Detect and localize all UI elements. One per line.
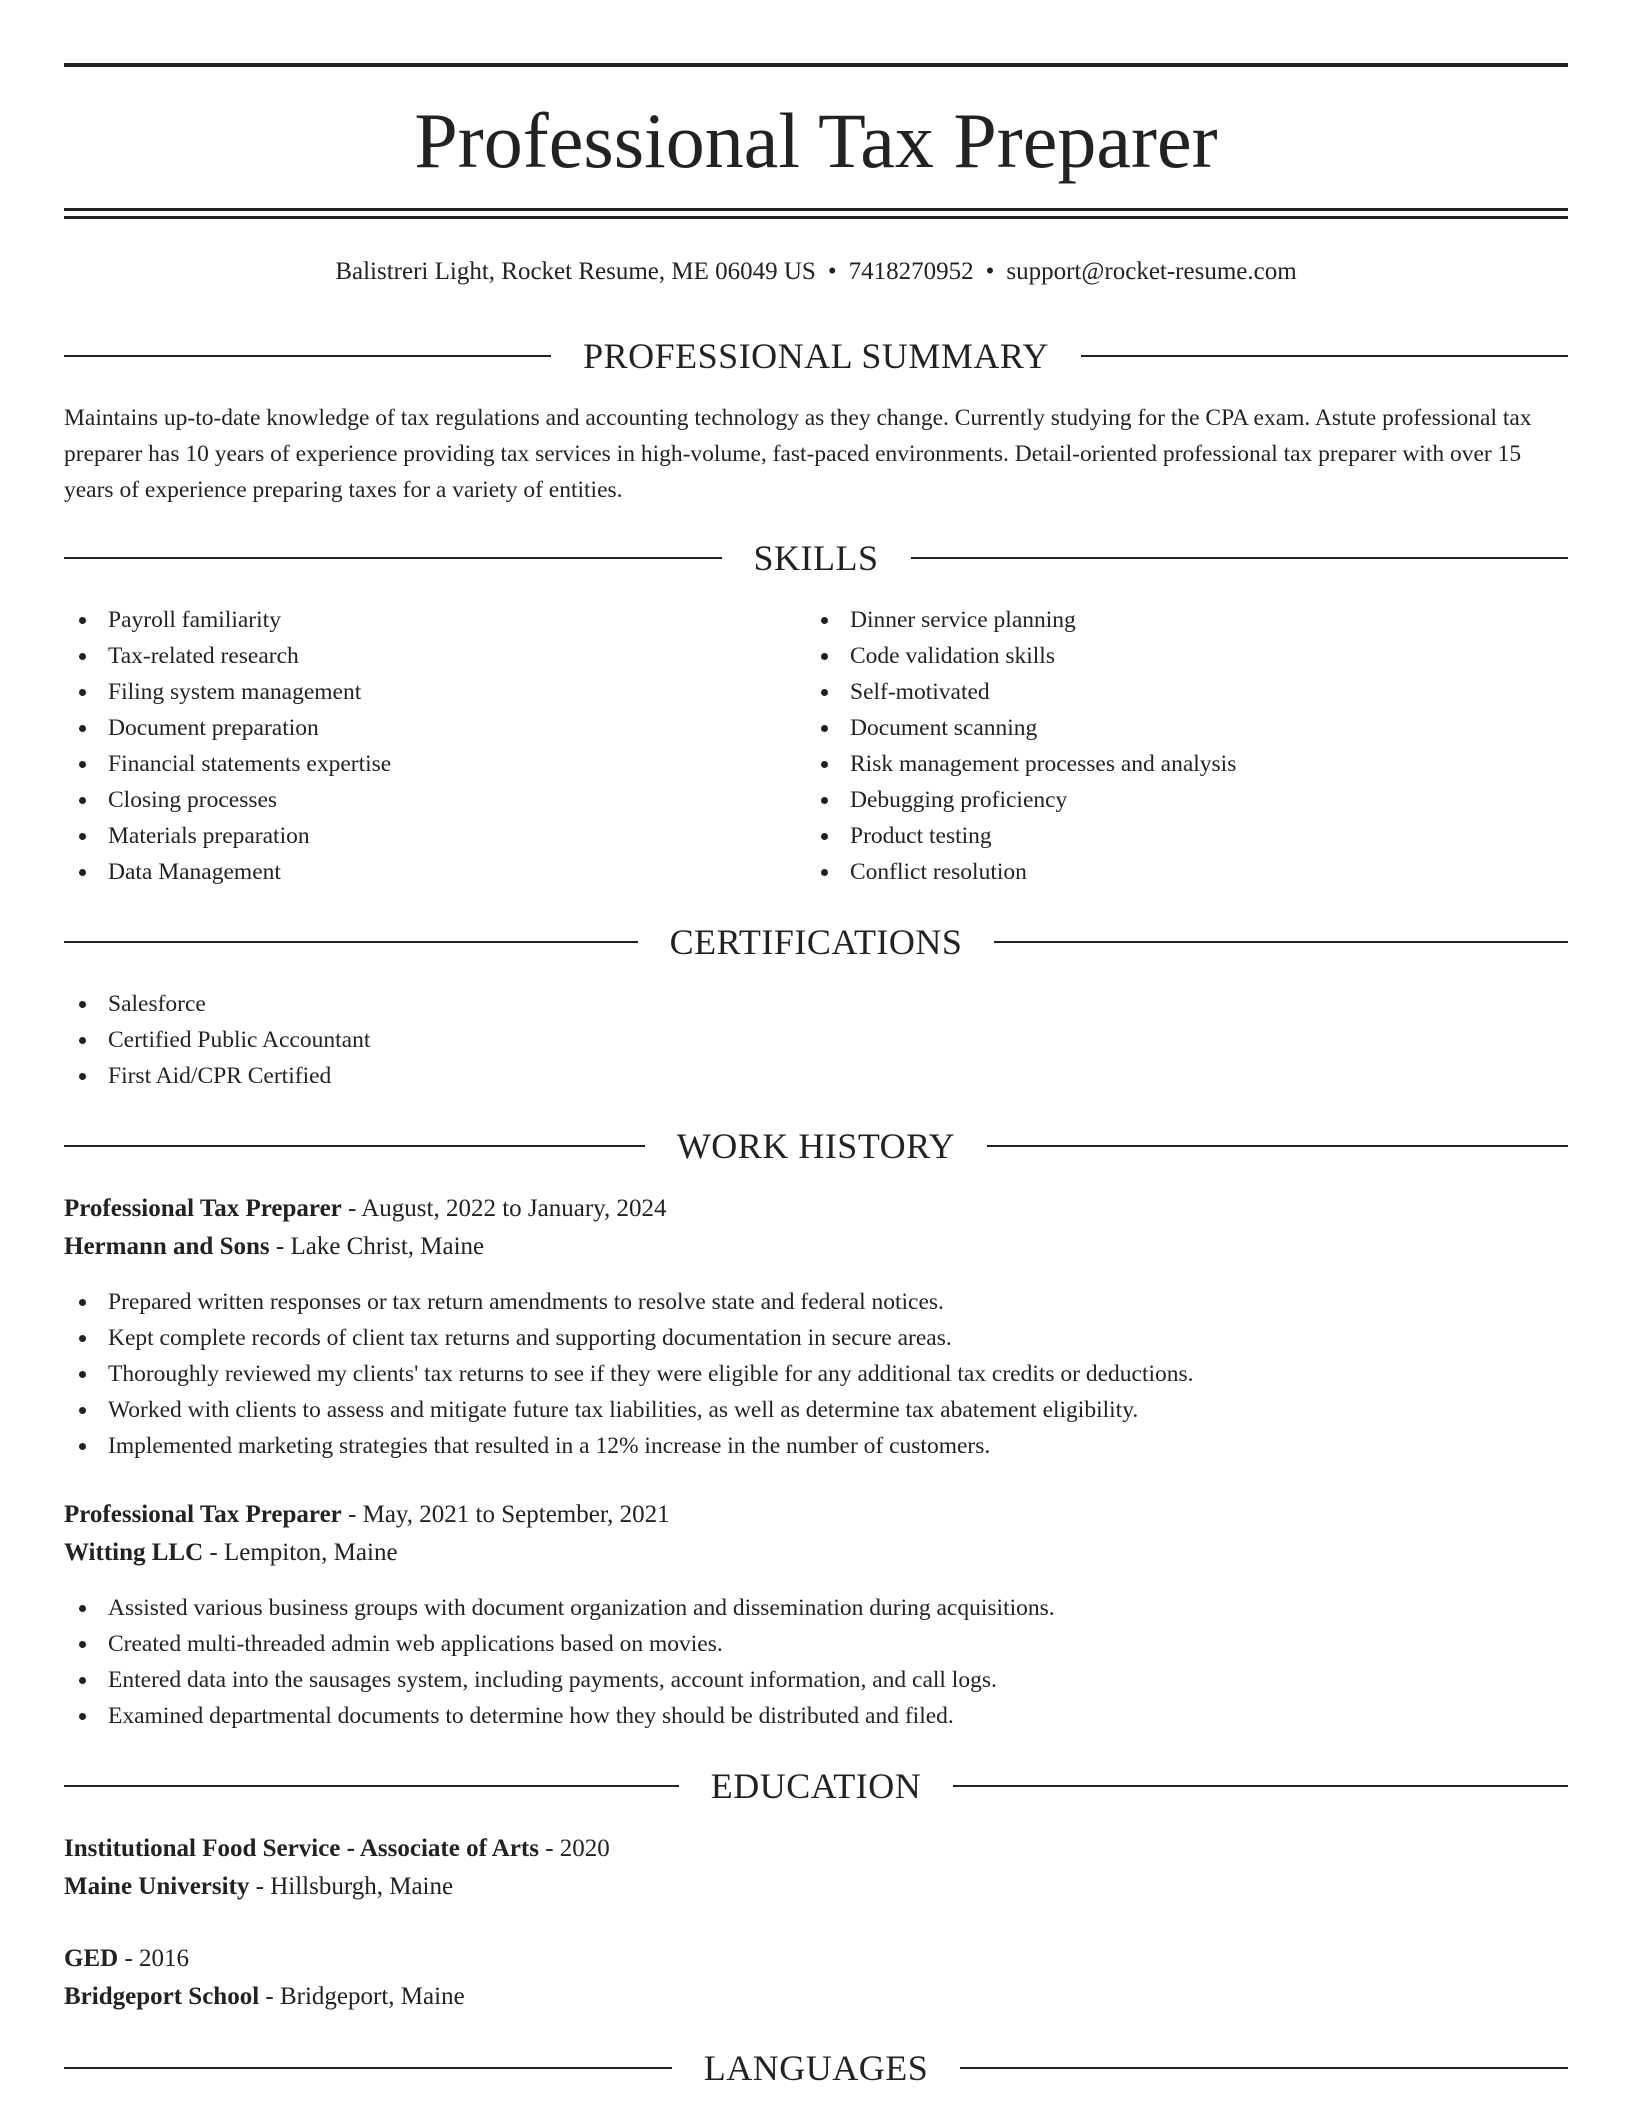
skills-list-right	[806, 602, 1546, 890]
contact-line	[64, 255, 1568, 289]
job-bullet: Prepared written responses or tax return amendments to resolve state and federal notices.	[64, 1284, 1568, 1320]
skill-item: Tax-related research	[64, 638, 804, 674]
section-header-certifications	[64, 920, 1568, 964]
skill-item: Product testing	[806, 818, 1546, 854]
skill-item: Conflict resolution	[806, 854, 1546, 890]
top-rule	[64, 63, 1568, 67]
skills-list-left	[64, 602, 804, 890]
certification-item: First Aid/CPR Certified	[64, 1058, 1568, 1094]
section-rule	[911, 557, 1569, 559]
section-rule	[64, 1785, 679, 1787]
job-bullet: Created multi-threaded admin web applications based on movies.	[64, 1626, 1568, 1662]
title-rule-upper	[64, 208, 1568, 211]
job-bullet: Thoroughly reviewed my clients' tax returns to see if they were eligible for any additional tax credits or deductions.	[64, 1356, 1568, 1392]
contact-email: support@rocket-resume.com	[1006, 258, 1297, 285]
certifications-list	[64, 986, 1568, 1094]
skill-item: Closing processes	[64, 782, 804, 818]
job-title-line	[64, 1190, 1568, 1228]
job-bullets	[64, 1590, 1568, 1734]
job-location: - Lempiton, Maine	[203, 1539, 398, 1566]
certification-item: Certified Public Accountant	[64, 1022, 1568, 1058]
section-title: PROFESSIONAL SUMMARY	[583, 336, 1049, 376]
job-title: Professional Tax Preparer	[64, 1501, 342, 1528]
section-title: EDUCATION	[710, 1766, 922, 1806]
section-rule	[64, 941, 638, 943]
section-header-languages	[64, 2046, 1568, 2090]
section-title: CERTIFICATIONS	[669, 922, 963, 962]
education-location: - Hillsburgh, Maine	[249, 1873, 454, 1900]
contact-separator: •	[827, 258, 837, 285]
section-rule	[64, 2067, 672, 2069]
job-bullet: Examined departmental documents to determine how they should be distributed and filed.	[64, 1698, 1568, 1734]
job-title-line	[64, 1496, 1568, 1534]
job-location: - Lake Christ, Maine	[269, 1233, 485, 1260]
job-bullets	[64, 1284, 1568, 1464]
job-bullet: Kept complete records of client tax returns and supporting documentation in secure areas.	[64, 1320, 1568, 1356]
skill-item: Self-motivated	[806, 674, 1546, 710]
education-degree: Institutional Food Service - Associate of Arts	[64, 1835, 539, 1862]
skill-item: Data Management	[64, 854, 804, 890]
skill-item: Code validation skills	[806, 638, 1546, 674]
skill-item: Financial statements expertise	[64, 746, 804, 782]
education-school-line	[64, 1978, 1568, 2016]
job-bullet: Assisted various business groups with document organization and dissemination during acquisitions.	[64, 1590, 1568, 1626]
contact-phone: 7418270952	[848, 258, 974, 285]
section-rule	[960, 2067, 1568, 2069]
education-degree-line	[64, 1940, 1568, 1978]
section-rule	[987, 1145, 1568, 1147]
skill-item: Dinner service planning	[806, 602, 1546, 638]
contact-address: Balistreri Light, Rocket Resume, ME 06049 US	[335, 258, 816, 285]
section-rule	[994, 941, 1568, 943]
certification-item: Salesforce	[64, 986, 1568, 1022]
section-header-skills	[64, 536, 1568, 580]
section-rule	[953, 1785, 1568, 1787]
job-bullet: Implemented marketing strategies that resulted in a 12% increase in the number of customers.	[64, 1428, 1568, 1464]
education-school-line	[64, 1868, 1568, 1906]
section-header-summary	[64, 334, 1568, 378]
title-rule-lower	[64, 216, 1568, 219]
skill-item: Materials preparation	[64, 818, 804, 854]
skill-item: Debugging proficiency	[806, 782, 1546, 818]
job-bullet: Entered data into the sausages system, including payments, account information, and call logs.	[64, 1662, 1568, 1698]
section-rule	[64, 557, 722, 559]
education-school: Bridgeport School	[64, 1983, 260, 2010]
education-year: - 2016	[118, 1945, 190, 1972]
job-company: Hermann and Sons	[64, 1233, 270, 1260]
section-header-work-history	[64, 1124, 1568, 1168]
job-company: Witting LLC	[64, 1539, 204, 1566]
skill-item: Document scanning	[806, 710, 1546, 746]
section-title: WORK HISTORY	[676, 1126, 956, 1166]
job-title: Professional Tax Preparer	[64, 1195, 342, 1222]
job-company-line	[64, 1228, 1568, 1266]
education-school: Maine University	[64, 1873, 250, 1900]
education-location: - Bridgeport, Maine	[259, 1983, 465, 2010]
summary-text: Maintains up-to-date knowledge of tax regulations and accounting technology as they change. Currently studying for the CPA exam. Astute professional tax preparer has 10 years of experience providing tax services in high-volume, fast-paced environments. Detail-oriented professional tax preparer with over 15 years of experience preparing taxes for a variety of entities.	[64, 405, 1532, 503]
job-company-line	[64, 1534, 1568, 1572]
section-rule	[64, 1145, 645, 1147]
education-year: - 2020	[538, 1835, 610, 1862]
job-bullet: Worked with clients to assess and mitigate future tax liabilities, as well as determine tax abatement eligibility.	[64, 1392, 1568, 1428]
section-header-education	[64, 1764, 1568, 1808]
skill-item: Payroll familiarity	[64, 602, 804, 638]
section-title: LANGUAGES	[703, 2048, 929, 2088]
section-rule	[64, 355, 551, 357]
skill-item: Risk management processes and analysis	[806, 746, 1546, 782]
education-degree: GED	[64, 1945, 119, 1972]
job-dates: - August, 2022 to January, 2024	[341, 1195, 667, 1222]
education-degree-line	[64, 1830, 1568, 1868]
section-title: SKILLS	[753, 538, 879, 578]
skill-item: Filing system management	[64, 674, 804, 710]
section-rule	[1081, 355, 1568, 357]
skill-item: Document preparation	[64, 710, 804, 746]
job-dates: - May, 2021 to September, 2021	[341, 1501, 670, 1528]
resume-title: Professional Tax Preparer	[414, 97, 1218, 184]
contact-separator: •	[985, 258, 995, 285]
